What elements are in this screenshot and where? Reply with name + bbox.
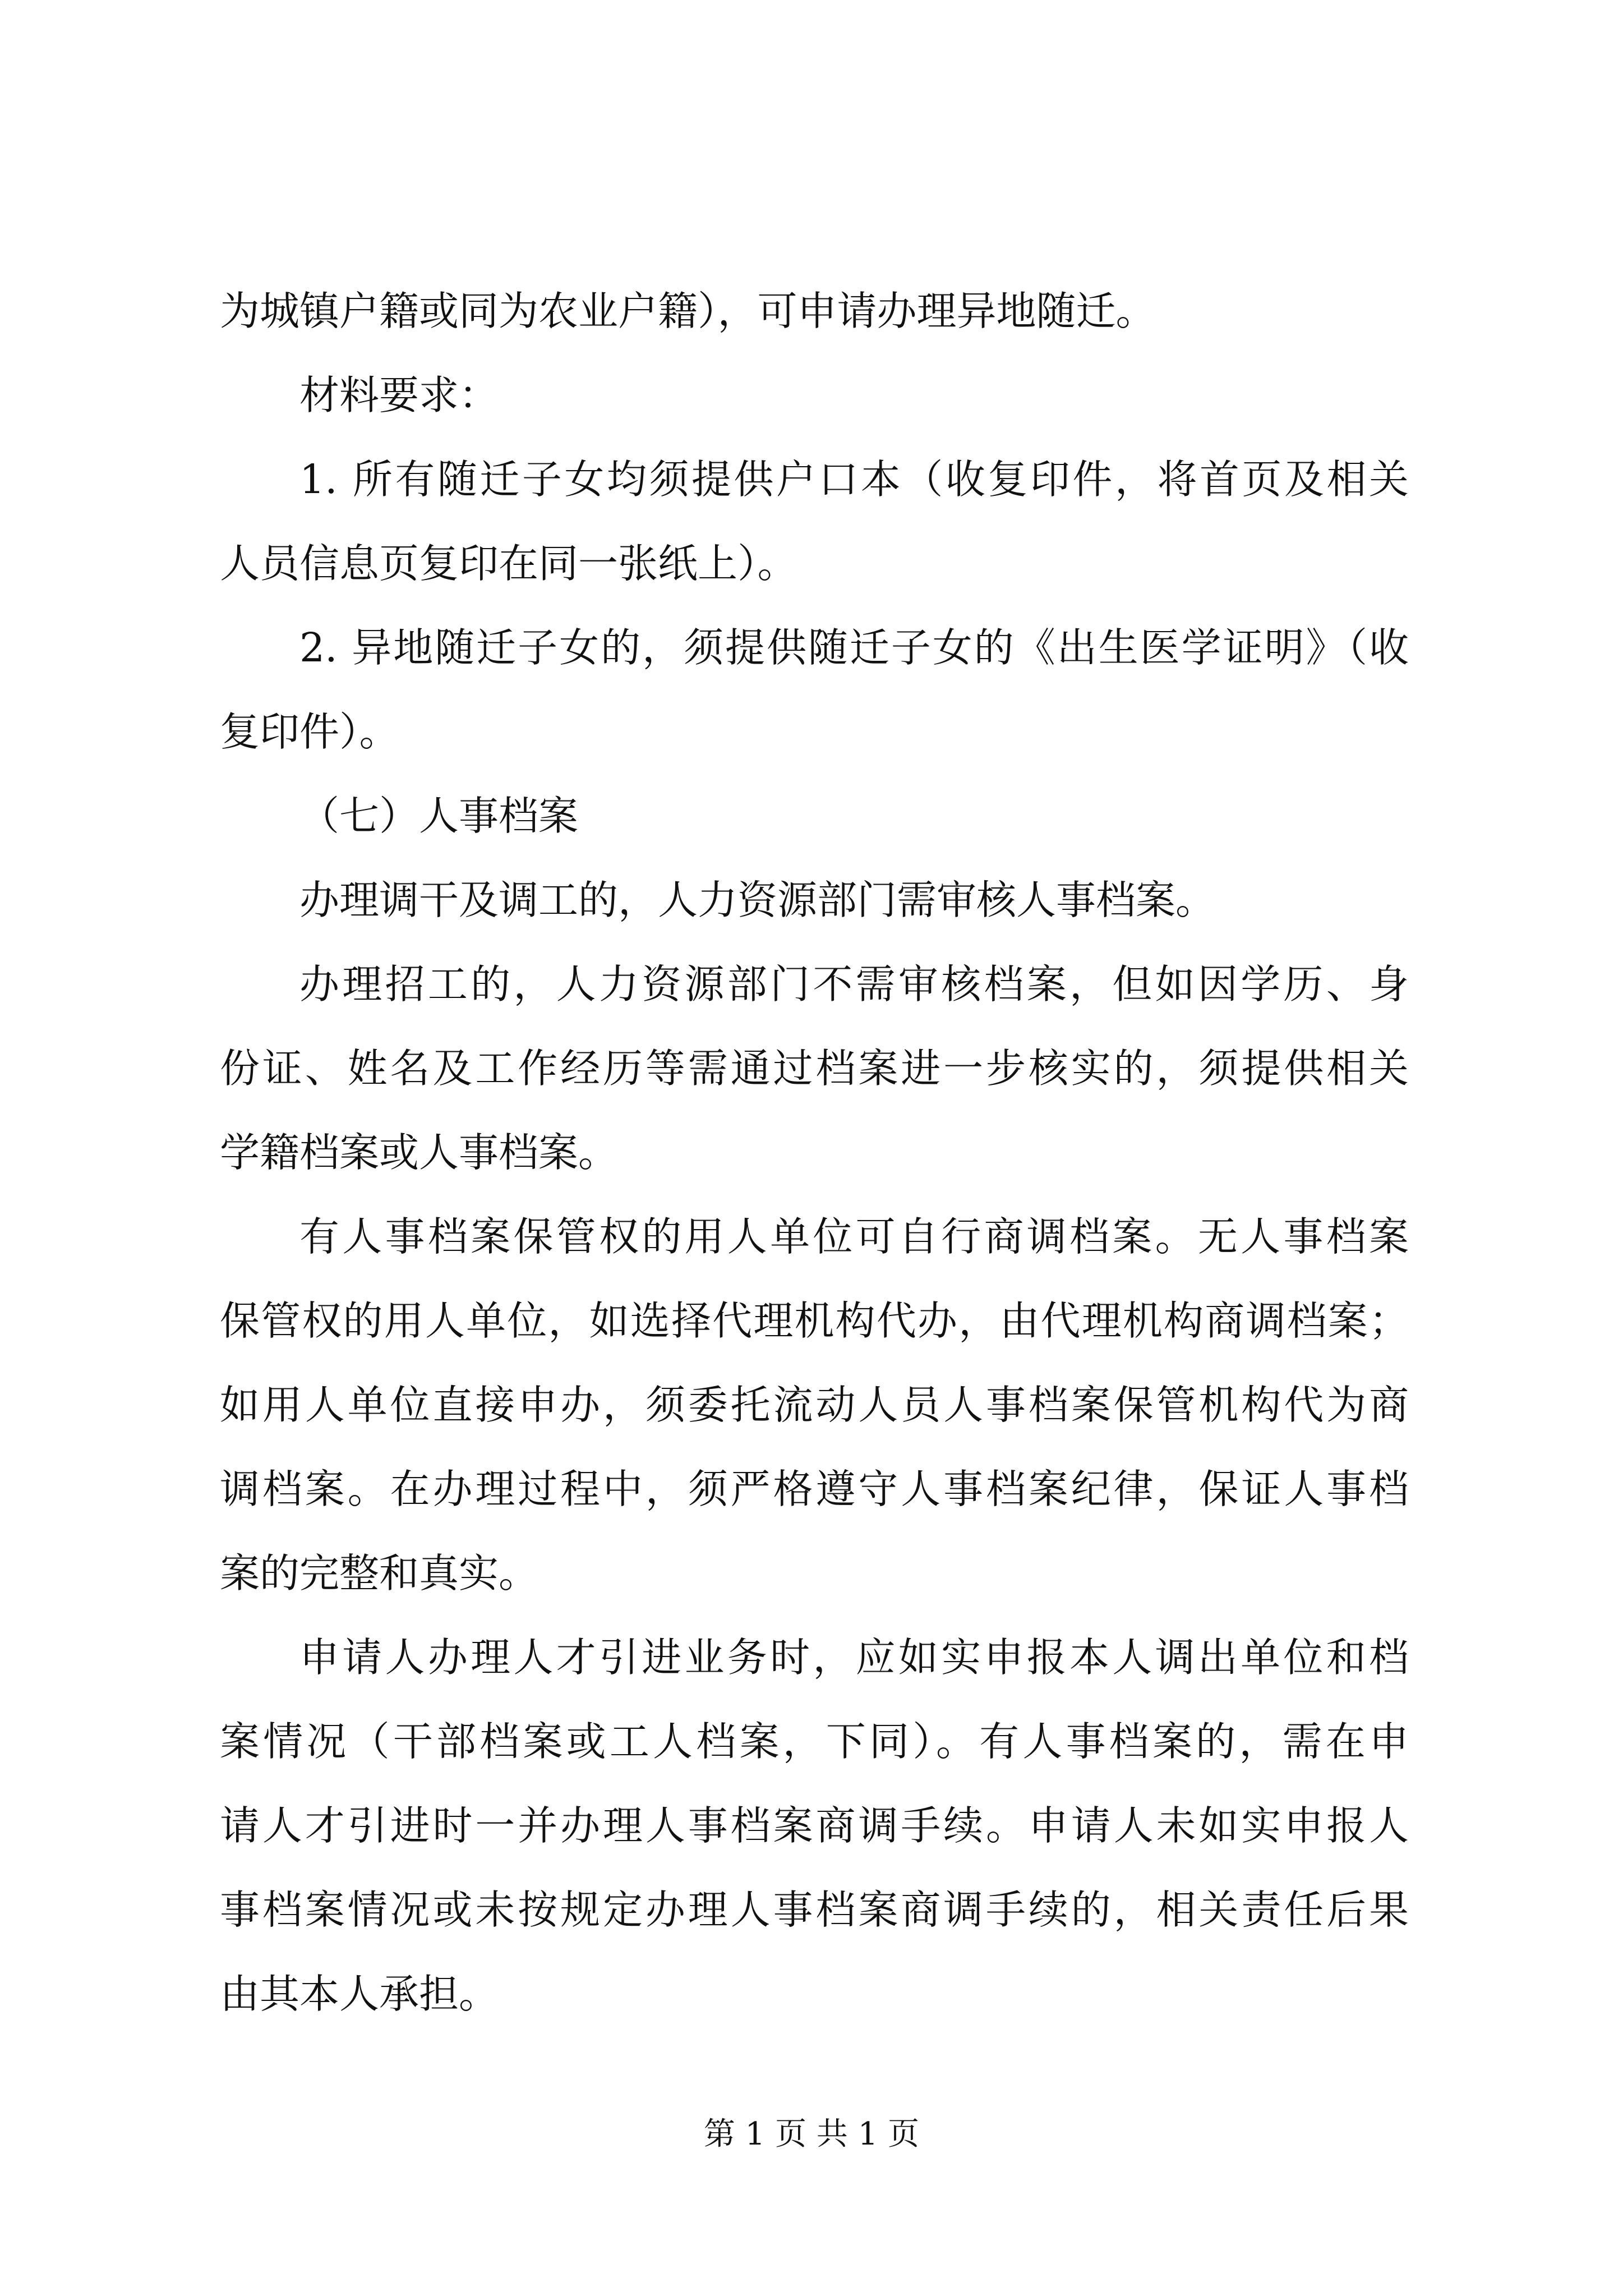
text-line: 份证、姓名及工作经历等需通过档案进一步核实的，须提供相关: [220, 1045, 1409, 1092]
text-line: 1. 所有随迁子女均须提供户口本（收复印件，将首页及相关: [299, 456, 1409, 503]
text-line: 人员信息页复印在同一张纸上）。: [220, 540, 797, 587]
text-line: 学籍档案或人事档案。: [220, 1129, 619, 1176]
text-line: 材料要求：: [299, 372, 499, 418]
text-line: 办理调干及调工的，人力资源部门需审核人事档案。: [299, 877, 1216, 923]
text-line: 办理招工的，人力资源部门不需审核档案，但如因学历、身: [299, 961, 1409, 1007]
text-line: 复印件）。: [220, 708, 399, 755]
text-line: 事档案情况或未按规定办理人事档案商调手续的，相关责任后果: [220, 1887, 1409, 1933]
text-line: 为城镇户籍或同为农业户籍），可申请办理异地随迁。: [220, 288, 1156, 334]
body-text: [220, 269, 1409, 2036]
text-line: 2. 异地随迁子女的，须提供随迁子女的《出生医学证明》（收: [299, 624, 1409, 671]
text-line: 申请人办理人才引进业务时，应如实申报本人调出单位和档: [299, 1634, 1409, 1681]
section-heading: （七）人事档案: [299, 793, 579, 839]
text-line: 有人事档案保管权的用人单位可自行商调档案。无人事档案: [299, 1213, 1409, 1260]
text-line: 保管权的用人单位，如选择代理机构代办，由代理机构商调档案；: [220, 1297, 1409, 1344]
text-line: 请人才引进时一并办理人事档案商调手续。申请人未如实申报人: [220, 1802, 1409, 1849]
text-line: 案的完整和真实。: [220, 1550, 539, 1596]
text-line: 由其本人承担。: [220, 1971, 499, 2017]
page-footer: 第 1 页 共 1 页: [703, 2116, 920, 2152]
text-line: 如用人单位直接申办，须委托流动人员人事档案保管机构代为商: [220, 1382, 1409, 1428]
text-line: 案情况（干部档案或工人档案，下同）。有人事档案的，需在申: [220, 1718, 1409, 1765]
text-line: 调档案。在办理过程中，须严格遵守人事档案纪律，保证人事档: [220, 1466, 1409, 1512]
